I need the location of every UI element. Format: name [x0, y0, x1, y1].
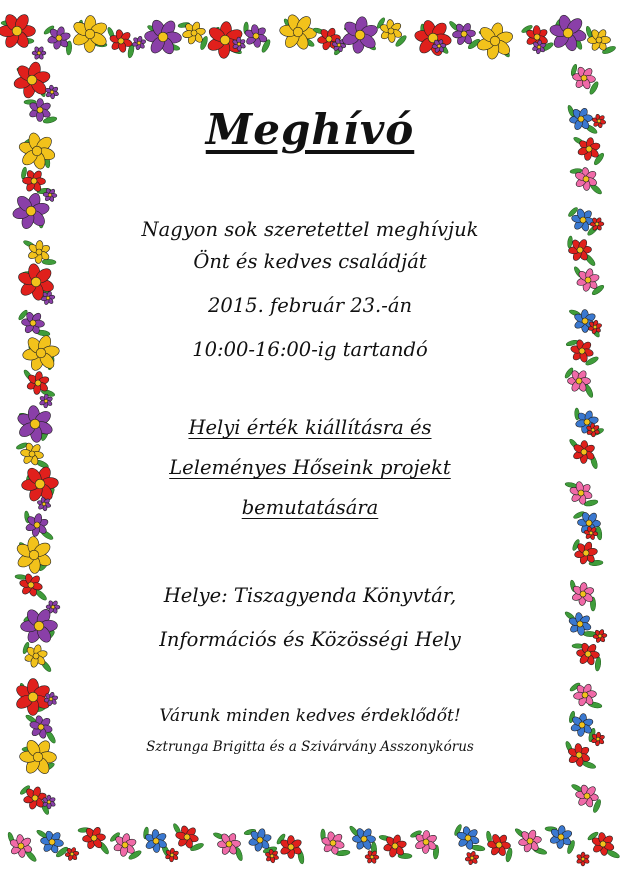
- flower-icon: [41, 291, 55, 305]
- leaf-icon: [582, 760, 597, 770]
- flower-icon: [18, 132, 56, 170]
- leaf-icon: [606, 849, 620, 860]
- event-line-1: Helyi érték kiállításra és: [188, 416, 432, 439]
- flower-icon: [15, 536, 53, 573]
- venue-line-1: Helye: Tiszagyenda Könyvtár,: [163, 584, 457, 607]
- invitation-content: [80, 100, 540, 758]
- flower-icon: [576, 852, 590, 866]
- event-line-2: Leleményes Hőseink projekt: [169, 456, 451, 479]
- flower-icon: [12, 192, 50, 230]
- flower-icon: [592, 114, 606, 128]
- event-line-3: bemutatására: [241, 496, 379, 519]
- flower-icon: [22, 334, 60, 372]
- flower-icon: [365, 850, 379, 864]
- leaf-icon: [42, 259, 56, 265]
- flower-icon: [19, 738, 56, 776]
- intro-line-1: Nagyon sok szeretettel meghívjuk: [141, 218, 479, 241]
- event-time: 10:00-16:00-ig tartandó: [192, 338, 428, 361]
- flower-icon: [65, 847, 79, 861]
- venue-line-2: Információs és Közösségi Hely: [159, 628, 461, 651]
- event-date: 2015. február 23.-án: [207, 294, 413, 317]
- invitation-title: Meghívó: [205, 105, 415, 154]
- flower-icon: [21, 465, 59, 503]
- welcome-text: Várunk minden kedves érdeklődőt!: [159, 706, 461, 726]
- leaf-icon: [505, 848, 513, 863]
- intro-line-2: Önt és kedves családját: [193, 250, 427, 273]
- flower-icon: [45, 85, 59, 99]
- flower-icon: [465, 851, 479, 865]
- flower-icon: [32, 46, 46, 60]
- flower-icon: [593, 629, 607, 643]
- flower-icon: [588, 320, 602, 334]
- flower-icon: [16, 405, 54, 443]
- leaf-icon: [567, 236, 573, 248]
- flower-icon: [37, 497, 51, 511]
- signature-text: Sztrunga Brigitta és a Szivárvány Asszonykórus: [146, 739, 474, 755]
- leaf-icon: [595, 657, 602, 672]
- flower-icon: [0, 12, 35, 49]
- flower-icon: [591, 732, 605, 746]
